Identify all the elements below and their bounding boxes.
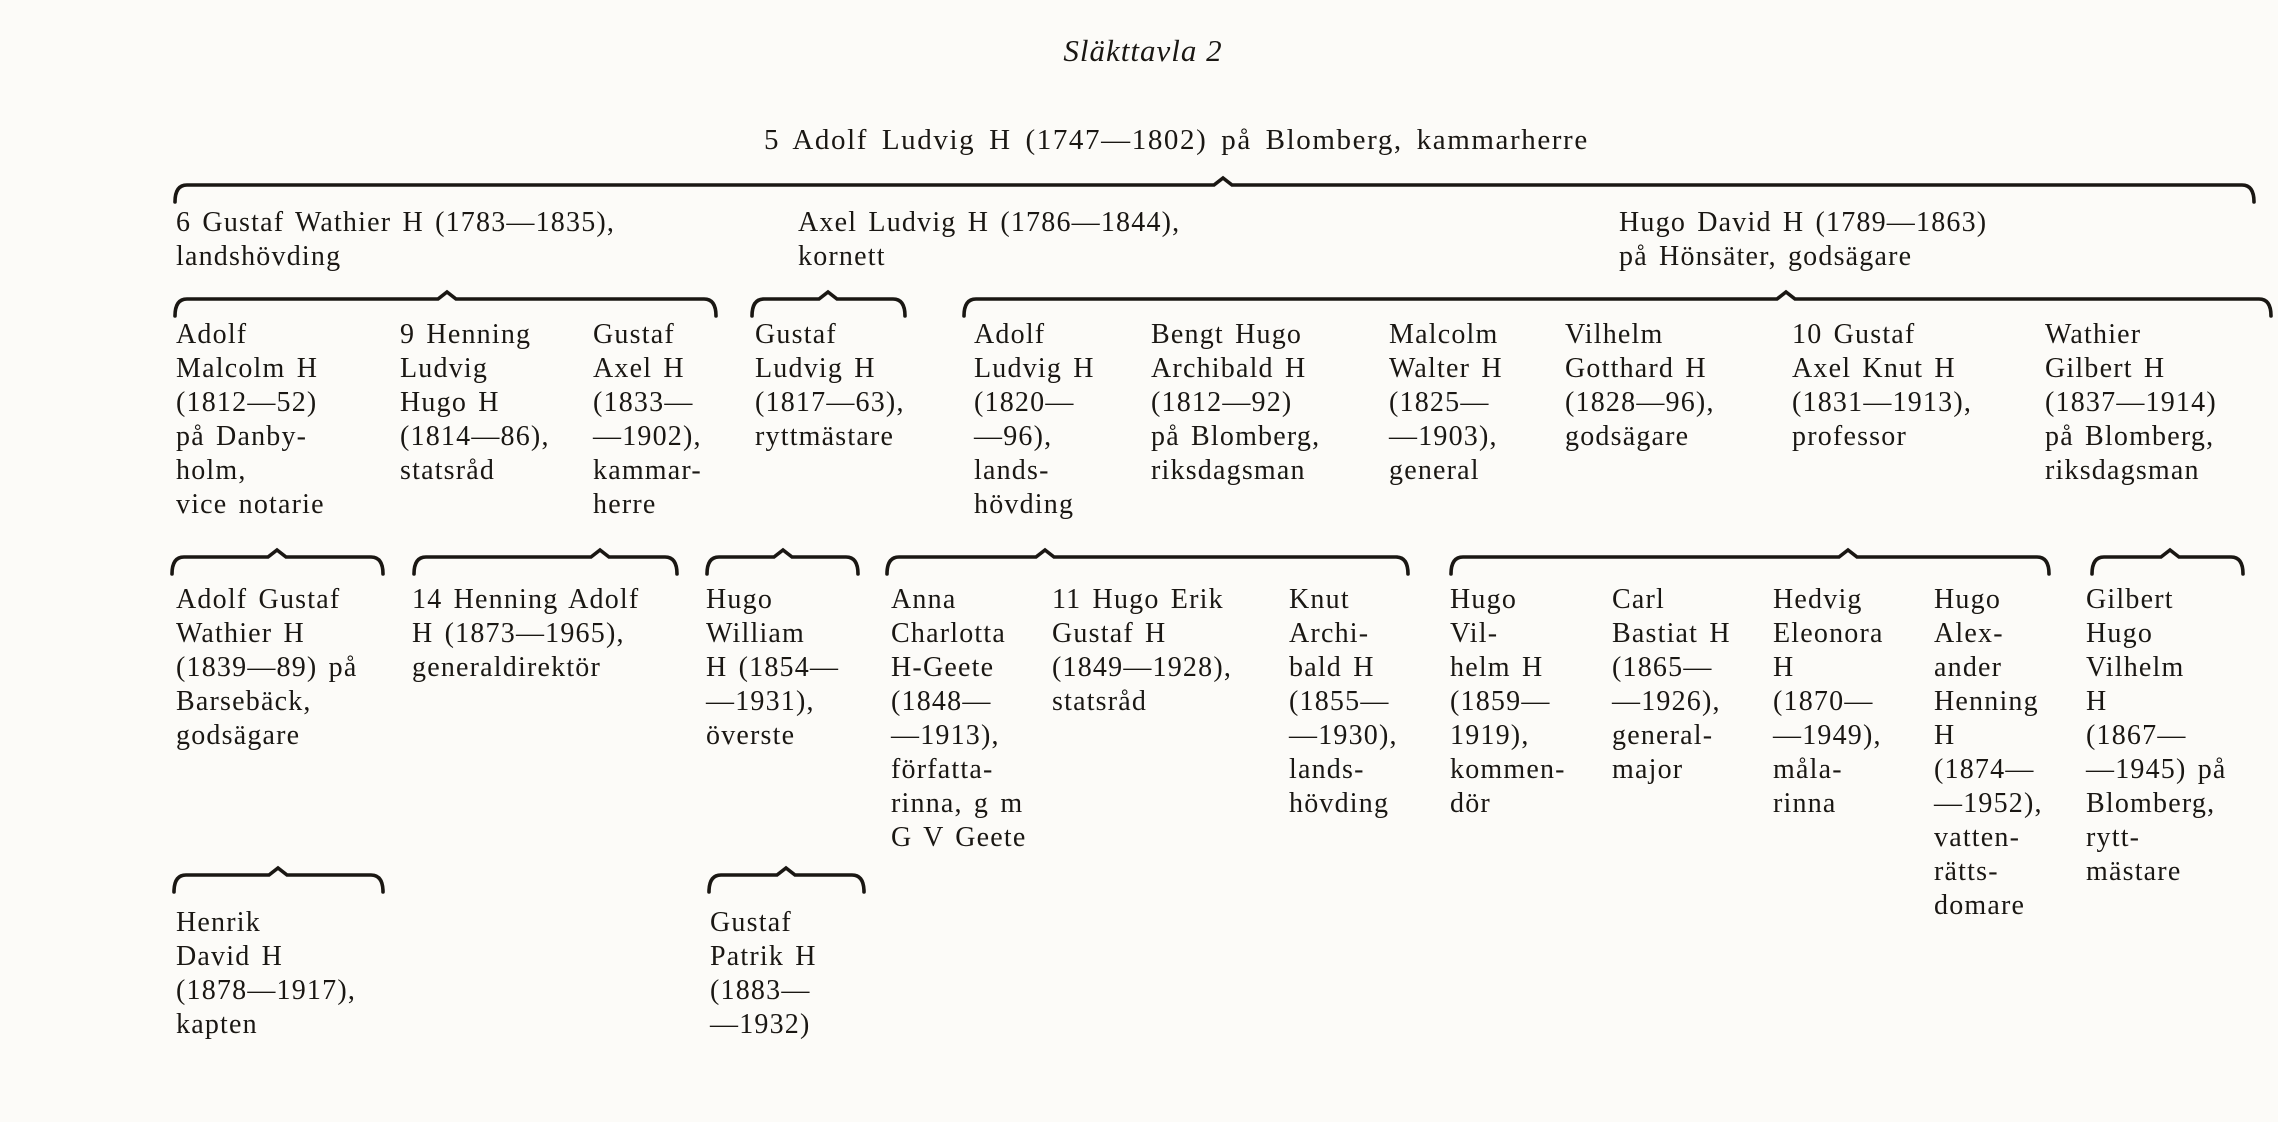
person-entry-gen4 (1612, 583, 1731, 787)
person-line: (1812—52) (176, 387, 318, 418)
person-line: rätts- (1934, 856, 1999, 887)
person-entry-gen3 (1389, 318, 1503, 488)
person-line: ryttmästare (755, 421, 895, 452)
person-line: hövding (1289, 788, 1390, 819)
person-line: major (1612, 754, 1684, 785)
person-line: riksdagsman (2045, 455, 2200, 486)
person-entry-gen4 (1289, 583, 1398, 821)
page-title: Släkttavla 2 (1063, 33, 1223, 68)
person-line: H (1854— (706, 652, 840, 683)
person-line: på Blomberg, (2045, 421, 2215, 452)
person-line: Hedvig (1773, 584, 1863, 615)
brace-connector (1449, 548, 2051, 576)
person-line: Barsebäck, (176, 686, 312, 717)
person-line: (1883— (710, 975, 811, 1006)
person-line: Vilhelm (1565, 319, 1664, 350)
person-entry-gen2 (176, 206, 615, 274)
person-line: (1812—92) (1151, 387, 1293, 418)
root-person-entry: 5 Adolf Ludvig H (1747—1802) på Blomberg, kammarherre (764, 124, 1589, 156)
person-line: Gustaf H (1052, 618, 1167, 649)
person-line: (1814—86), (400, 421, 550, 452)
person-line: —1949), (1773, 720, 1882, 751)
person-line: (1833— (593, 387, 694, 418)
person-line: (1831—1913), (1792, 387, 1973, 418)
person-line: (1817—63), (755, 387, 905, 418)
person-entry-gen4 (891, 583, 1027, 855)
person-line: Patrik H (710, 941, 817, 972)
person-line: lands- (1289, 754, 1365, 785)
brace-connector (707, 866, 866, 894)
person-line: (1839—89) på (176, 652, 358, 683)
person-line: Hugo H (400, 387, 500, 418)
person-entry-gen3 (974, 318, 1095, 522)
person-line: (1859— (1450, 686, 1551, 717)
brace-connector (2090, 548, 2245, 576)
person-entry-gen3 (1792, 318, 1972, 454)
person-line: Adolf Gustaf (176, 584, 341, 615)
person-line: Walter H (1389, 353, 1503, 384)
person-line: Hugo (706, 584, 774, 615)
person-line: hövding (974, 489, 1075, 520)
person-line: (1865— (1612, 652, 1713, 683)
brace-connector (172, 866, 385, 894)
person-line: vice notarie (176, 489, 325, 520)
brace-connector (173, 290, 718, 318)
brace-connector (412, 548, 679, 576)
person-line: måla- (1773, 754, 1843, 785)
person-line: Axel Ludvig H (1786—1844), (798, 207, 1181, 238)
person-line: (1820— (974, 387, 1075, 418)
person-entry-gen4 (176, 583, 357, 753)
person-line: Archi- (1289, 618, 1370, 649)
person-entry-gen5 (176, 906, 356, 1042)
person-line: (1828—96), (1565, 387, 1715, 418)
person-line: Carl (1612, 584, 1666, 615)
person-entry-gen3 (176, 318, 325, 522)
person-line: bald H (1289, 652, 1375, 683)
person-line: holm, (176, 455, 247, 486)
person-line: —96), (974, 421, 1053, 452)
person-entry-gen4 (1773, 583, 1884, 821)
person-line: Gustaf (755, 319, 837, 350)
person-line: H (1773, 652, 1795, 683)
person-line: Gilbert (2086, 584, 2174, 615)
person-line: (1874— (1934, 754, 2035, 785)
person-line: —1913), (891, 720, 1000, 751)
person-line: (1837—1914) (2045, 387, 2217, 418)
person-line: 10 Gustaf (1792, 319, 1916, 350)
person-line: Hugo (1934, 584, 2002, 615)
person-line: (1878—1917), (176, 975, 357, 1006)
person-line: H (1873—1965), (412, 618, 625, 649)
person-line: Vilhelm (2086, 652, 2185, 683)
person-line: Eleonora (1773, 618, 1884, 649)
person-line: herre (593, 489, 657, 520)
person-entry-gen3 (755, 318, 905, 454)
brace-connector (962, 290, 2273, 318)
person-entry-gen3 (400, 318, 550, 488)
person-line: rytt- (2086, 822, 2141, 853)
person-entry-gen3 (1565, 318, 1715, 454)
person-line: kapten (176, 1009, 258, 1040)
person-entry-gen4 (1934, 583, 2043, 923)
person-line: 6 Gustaf Wathier H (1783—1835), (176, 207, 616, 238)
person-line: general- (1612, 720, 1714, 751)
person-line: (1870— (1773, 686, 1874, 717)
person-line: Vil- (1450, 618, 1499, 649)
person-line: Hugo (1450, 584, 1518, 615)
person-entry-gen4 (706, 583, 839, 753)
person-line: 11 Hugo Erik (1052, 584, 1224, 615)
person-line: statsråd (400, 455, 496, 486)
person-entry-gen4 (412, 583, 639, 685)
person-line: Gilbert H (2045, 353, 2166, 384)
person-line: Ludvig H (974, 353, 1095, 384)
person-line: H-Geete (891, 652, 995, 683)
brace-connector (885, 548, 1410, 576)
person-entry-gen5 (710, 906, 817, 1042)
brace-connector (705, 548, 860, 576)
person-line: helm H (1450, 652, 1544, 683)
person-line: på Blomberg, (1151, 421, 1321, 452)
person-line: domare (1934, 890, 2026, 921)
person-line: dör (1450, 788, 1491, 819)
person-entry-gen4 (1450, 583, 1566, 821)
person-line: Gustaf (593, 319, 675, 350)
person-line: på Hönsäter, godsägare (1619, 241, 1913, 272)
person-entry-gen2 (1619, 206, 1987, 274)
person-line: 9 Henning (400, 319, 532, 350)
person-line: Adolf (974, 319, 1046, 350)
person-entry-gen3 (2045, 318, 2217, 488)
person-line: Knut (1289, 584, 1350, 615)
person-line: godsägare (1565, 421, 1690, 452)
person-line: 14 Henning Adolf (412, 584, 640, 615)
person-line: (1855— (1289, 686, 1390, 717)
person-line: Henning (1934, 686, 2039, 717)
person-line: Gotthard H (1565, 353, 1707, 384)
person-line: riksdagsman (1151, 455, 1306, 486)
person-entry-gen2 (798, 206, 1180, 274)
person-line: kommen- (1450, 754, 1566, 785)
person-line: Malcolm H (176, 353, 319, 384)
person-line: (1849—1928), (1052, 652, 1233, 683)
person-line: landshövding (176, 241, 342, 272)
person-line: Malcolm (1389, 319, 1499, 350)
person-entry-gen4 (1052, 583, 1232, 719)
person-line: (1848— (891, 686, 992, 717)
person-line: Gustaf (710, 907, 792, 938)
person-line: mästare (2086, 856, 2182, 887)
person-line: general (1389, 455, 1480, 486)
person-line: kornett (798, 241, 886, 272)
person-line: Ludvig H (755, 353, 876, 384)
person-entry-gen3 (1151, 318, 1320, 488)
person-line: Blomberg, (2086, 788, 2216, 819)
person-line: G V Geete (891, 822, 1027, 853)
person-line: 1919), (1450, 720, 1530, 751)
person-line: Charlotta (891, 618, 1006, 649)
person-line: —1932) (710, 1009, 811, 1040)
person-line: (1825— (1389, 387, 1490, 418)
person-line: Hugo (2086, 618, 2154, 649)
person-line: H (2086, 686, 2108, 717)
person-line: Axel Knut H (1792, 353, 1956, 384)
person-line: Ludvig (400, 353, 489, 384)
person-line: överste (706, 720, 796, 751)
person-line: rinna (1773, 788, 1837, 819)
person-line: godsägare (176, 720, 301, 751)
person-line: —1926), (1612, 686, 1721, 717)
person-entry-gen4 (2086, 583, 2227, 889)
person-line: Henrik (176, 907, 261, 938)
person-line: Wathier H (176, 618, 305, 649)
person-line: Bastiat H (1612, 618, 1731, 649)
person-line: —1952), (1934, 788, 2043, 819)
person-line: Adolf (176, 319, 248, 350)
person-line: professor (1792, 421, 1907, 452)
person-line: Wathier (2045, 319, 2142, 350)
person-line: vatten- (1934, 822, 2021, 853)
person-line: Bengt Hugo (1151, 319, 1303, 350)
person-line: kammar- (593, 455, 702, 486)
person-line: Anna (891, 584, 957, 615)
person-line: —1931), (706, 686, 815, 717)
person-line: —1930), (1289, 720, 1398, 751)
person-line: ander (1934, 652, 2003, 683)
person-line: generaldirektör (412, 652, 602, 683)
person-line: (1867— (2086, 720, 2187, 751)
person-line: —1902), (593, 421, 702, 452)
brace-connector (173, 176, 2256, 204)
person-line: rinna, g m (891, 788, 1024, 819)
brace-connector (170, 548, 385, 576)
person-line: Axel H (593, 353, 685, 384)
brace-connector (750, 290, 907, 318)
person-line: Hugo David H (1789—1863) (1619, 207, 1988, 238)
person-line: H (1934, 720, 1956, 751)
person-line: David H (176, 941, 284, 972)
person-line: —1945) på (2086, 754, 2227, 785)
person-line: på Danby- (176, 421, 308, 452)
person-entry-gen3 (593, 318, 702, 522)
person-line: —1903), (1389, 421, 1498, 452)
person-line: William (706, 618, 806, 649)
person-line: statsråd (1052, 686, 1148, 717)
person-line: författa- (891, 754, 994, 785)
person-line: Archibald H (1151, 353, 1307, 384)
person-line: lands- (974, 455, 1050, 486)
person-line: Alex- (1934, 618, 2004, 649)
